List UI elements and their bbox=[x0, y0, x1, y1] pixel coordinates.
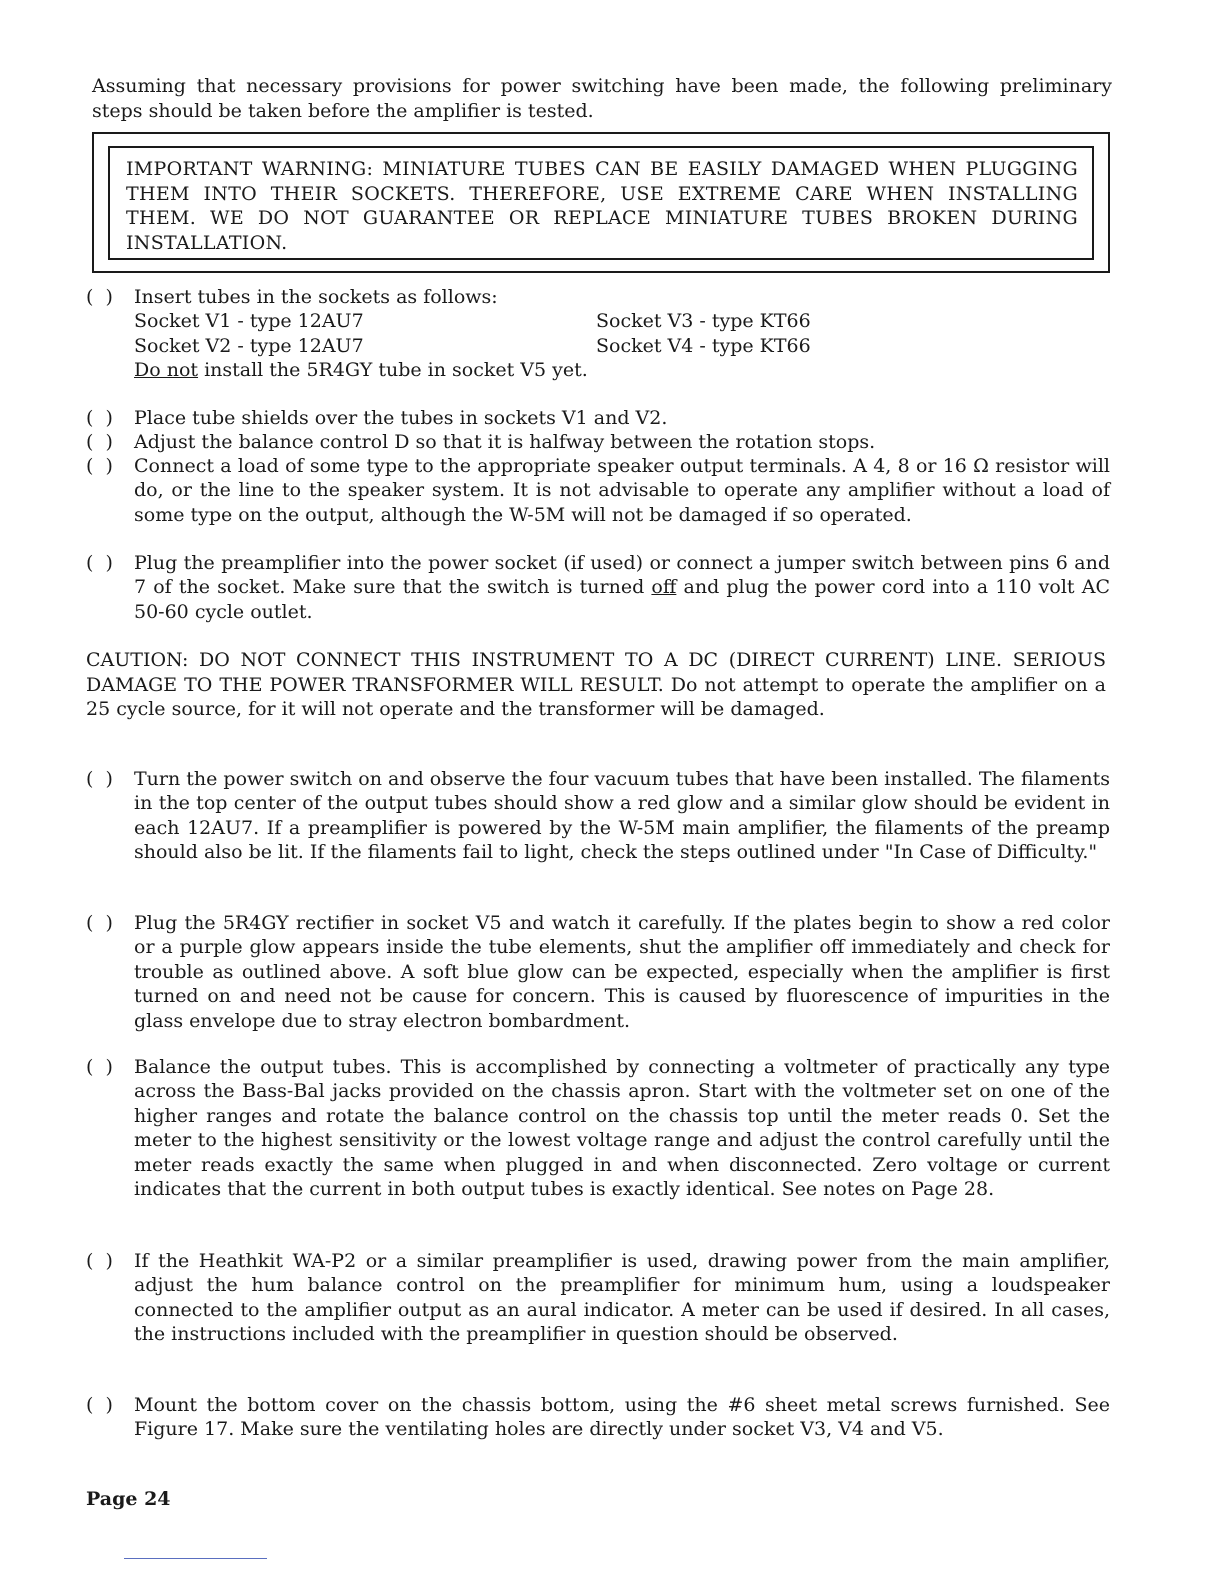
checkbox[interactable]: ( ) bbox=[86, 1056, 113, 1078]
step-plug-preamp bbox=[86, 551, 1110, 624]
checkbox[interactable]: ( ) bbox=[86, 455, 113, 477]
checkbox[interactable]: ( ) bbox=[86, 407, 113, 429]
step-balance-output-tubes bbox=[86, 1055, 1110, 1201]
checkbox[interactable]: ( ) bbox=[86, 431, 113, 453]
socket-item: Socket V4 - type KT66 bbox=[596, 334, 811, 357]
step-text: Plug the 5R4GY rectifier in socket V5 and watch it carefully. If the plates begin to show a red color or a purple glow appears inside the tube elements, shut the amplifier off immediately and check for trouble as outlined above. A soft blue glow can be expected, especially when the amplifier is first turned on and need not be cause for concern. This is caused by fluorescence of impurities in the glass envelope due to stray electron bombardment. bbox=[134, 912, 1110, 1032]
step-text: Turn the power switch on and observe the four vacuum tubes that have been installed. The filaments in the top center of the output tubes should show a red glow and a similar glow should be evident in each 12AU7. If a preamplifier is powered by the W-5M main amplifier, the filaments of the preamp should also be lit. If the filaments fail to light, check the steps outlined under "In Case of Difficulty." bbox=[134, 768, 1110, 864]
checkbox[interactable]: ( ) bbox=[86, 552, 113, 574]
important-warning: IMPORTANT WARNING: MINIATURE TUBES CAN BE EASILY DAMAGED WHEN PLUGGING THEM INTO THEIR SOCKETS. THEREFORE, USE EXTREME CARE WHEN INSTALLING THEM. WE DO NOT GUARANTEE OR REPLACE MINIATURE TUBES BROKEN DURING INSTALLATION. bbox=[108, 146, 1094, 260]
step-text: Insert tubes in the sockets as follows: bbox=[134, 286, 498, 308]
step-text: Mount the bottom cover on the chassis bottom, using the #6 sheet metal screws furnished. See Figure 17. Make sure the ventilating holes are directly under socket V3, V4 and V5. bbox=[134, 1394, 1110, 1441]
note-text: install the 5R4GY tube in socket V5 yet. bbox=[198, 359, 588, 382]
caution-paragraph bbox=[86, 648, 1106, 722]
step-text: If the Heathkit WA-P2 or a similar preamplifier is used, drawing power from the main amplifier, adjust the hum balance control on the preamplifier for minimum hum, using a loudspeaker connected to the amplifier output as an aural indicator. A meter can be used if desired. In all cases, the instructions included with the preamplifier in question should be observed. bbox=[134, 1250, 1110, 1346]
step-hum-balance bbox=[86, 1249, 1110, 1347]
step-text: Connect a load of some type to the appropriate speaker output terminals. A 4, 8 or 16 Ω resistor will do, or the line to the speaker system. It is not advisable to operate any amplifier without a load of some type on the output, although the W-5M will not be damaged if so operated. bbox=[134, 455, 1110, 526]
step-text-part: and plug the power cord into a 110 volt AC 50-60 cycle outlet. bbox=[134, 576, 1110, 623]
footer-rule bbox=[124, 1558, 267, 1559]
step-bottom-cover bbox=[86, 1393, 1110, 1442]
checkbox[interactable]: ( ) bbox=[86, 1394, 113, 1416]
page-number: Page 24 bbox=[86, 1488, 171, 1510]
socket-item: Socket V2 - type 12AU7 bbox=[134, 334, 364, 357]
socket-item: Socket V3 - type KT66 bbox=[596, 310, 811, 333]
underlined-text: off bbox=[651, 576, 677, 599]
checkbox[interactable]: ( ) bbox=[86, 768, 113, 790]
checkbox[interactable]: ( ) bbox=[86, 286, 113, 308]
step-power-on bbox=[86, 767, 1110, 865]
step-note bbox=[134, 358, 1110, 382]
step-tube-shields bbox=[86, 406, 1110, 430]
checkbox[interactable]: ( ) bbox=[86, 912, 113, 934]
intro-paragraph: Assuming that necessary provisions for power switching have been made, the following preliminary steps should be taken before the amplifier is tested. bbox=[92, 75, 1112, 122]
step-text bbox=[134, 551, 1110, 624]
step-connect-load bbox=[86, 454, 1110, 527]
step-rectifier bbox=[86, 911, 1110, 1033]
step-insert-tubes bbox=[86, 285, 1110, 383]
socket-item: Socket V1 - type 12AU7 bbox=[134, 310, 364, 333]
checkbox[interactable]: ( ) bbox=[86, 1250, 113, 1272]
step-text: Place tube shields over the tubes in sockets V1 and V2. bbox=[134, 407, 668, 429]
underlined-text: Do not bbox=[134, 359, 199, 382]
socket-list bbox=[134, 309, 1110, 358]
step-text: Adjust the balance control D so that it is halfway between the rotation stops. bbox=[134, 431, 876, 453]
step-balance-control bbox=[86, 430, 1110, 454]
step-text-part: Plug the preamplifier into the power socket (if used) or connect a jumper switch between pins 6 and 7 of the socket. Make sure that the switch is turned bbox=[134, 552, 1110, 599]
caution-rest: Do not attempt to operate the amplifier on a 25 cycle source, for it will not operate and the transformer will be damaged. bbox=[86, 673, 1106, 720]
step-text: Balance the output tubes. This is accomplished by connecting a voltmeter of practically any type across the Bass-Bal jacks provided on the chassis apron. Start with the voltmeter set on one of the higher ranges and rotate the balance control on the chassis top until the meter reads 0. Set the meter to the highest sensitivity or the lowest voltage range and adjust the control carefully until the meter reads exactly the same when plugged in and when disconnected. Zero voltage or current indicates that the current in both output tubes is exactly identical. See notes on Page 28. bbox=[134, 1056, 1110, 1201]
caution-caps: CAUTION: DO NOT CONNECT THIS INSTRUMENT TO A DC (DIRECT CURRENT) LINE. SERIOUS DAMAGE TO THE POWER TRANSFORMER WILL RESULT. bbox=[86, 649, 1106, 696]
